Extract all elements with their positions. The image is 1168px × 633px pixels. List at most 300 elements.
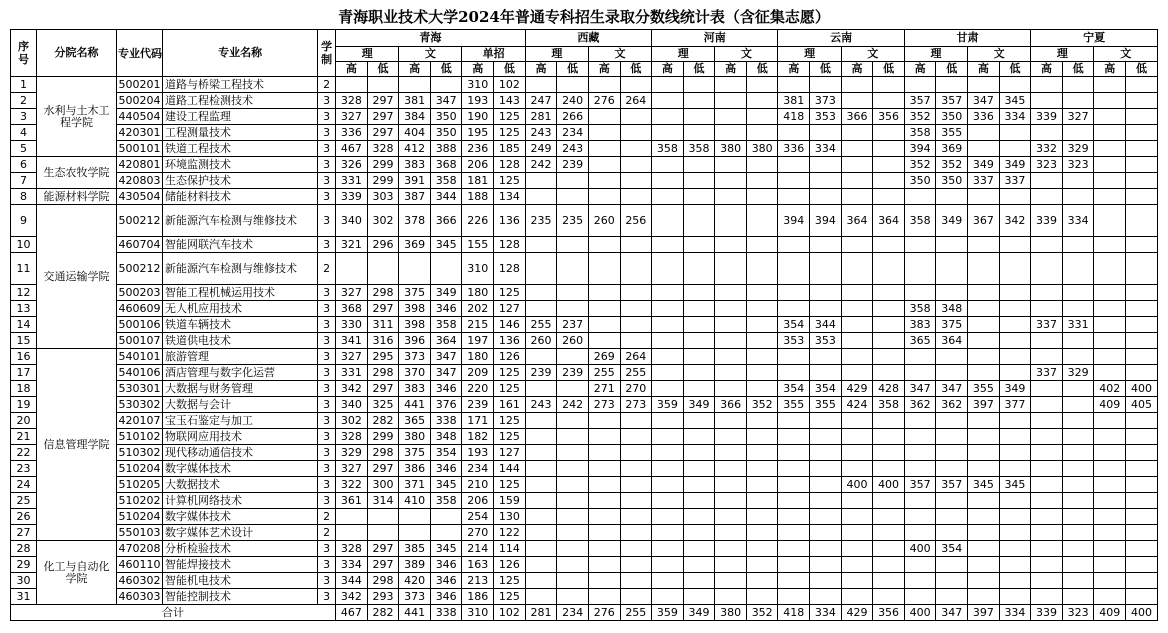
score-cell [1031,301,1063,317]
major-name: 新能源汽车检测与维修技术 [163,205,318,237]
score-cell: 327 [336,285,368,301]
major-name: 酒店管理与数字化运营 [163,365,318,381]
score-cell [1094,365,1126,381]
score-cell: 298 [367,445,399,461]
header-high: 高 [841,62,873,77]
score-cell [683,77,715,93]
score-cell: 380 [715,141,747,157]
score-cell [1031,397,1063,413]
score-cell [1126,125,1158,141]
table-row [11,237,1158,253]
score-cell [1126,301,1158,317]
score-cell [841,573,873,589]
score-cell: 310 [462,77,494,93]
header-years: 学制 [318,30,336,77]
score-cell: 345 [999,477,1031,493]
score-cell: 364 [936,333,968,349]
score-cell: 347 [904,381,936,397]
score-cell: 303 [367,189,399,205]
score-cell [778,461,810,477]
score-cell: 195 [462,125,494,141]
score-cell [715,253,747,285]
program-years: 3 [318,397,336,413]
score-cell: 269 [588,349,620,365]
total-score-cell: 429 [841,605,873,621]
score-cell [1031,589,1063,605]
score-cell [620,589,652,605]
score-cell: 180 [462,349,494,365]
score-cell [778,541,810,557]
score-cell [746,189,778,205]
major-code: 510204 [117,509,163,525]
table-row [11,429,1158,445]
score-cell: 400 [841,477,873,493]
table-row [11,317,1158,333]
row-seq: 18 [11,381,37,397]
score-cell [810,349,842,365]
score-cell: 297 [367,461,399,477]
score-cell [746,589,778,605]
score-cell [336,77,368,93]
score-cell: 331 [336,365,368,381]
row-seq: 7 [11,173,37,189]
score-cell [968,429,1000,445]
score-cell [1094,573,1126,589]
score-cell: 255 [588,365,620,381]
score-cell [1094,541,1126,557]
score-cell [968,141,1000,157]
program-years: 3 [318,317,336,333]
score-cell [1094,189,1126,205]
score-cell [1126,317,1158,333]
score-cell: 370 [399,365,431,381]
score-cell: 260 [588,205,620,237]
college-name: 信息管理学院 [37,349,117,541]
score-cell [1094,557,1126,573]
table-row [11,77,1158,93]
score-cell [968,237,1000,253]
total-score-cell: 255 [620,605,652,621]
header-wen: 文 [968,47,1031,62]
score-cell [588,125,620,141]
score-cell [936,189,968,205]
score-cell [652,333,684,349]
score-cell [999,445,1031,461]
score-cell: 337 [1031,317,1063,333]
score-cell [652,317,684,333]
score-cell [841,541,873,557]
score-cell: 347 [430,93,462,109]
score-cell: 358 [904,301,936,317]
score-cell [968,573,1000,589]
program-years: 3 [318,493,336,509]
score-cell [1062,477,1094,493]
score-cell [715,189,747,205]
score-cell: 325 [367,397,399,413]
table-row [11,477,1158,493]
score-cell [620,493,652,509]
score-cell: 349 [999,157,1031,173]
score-cell [904,429,936,445]
score-cell: 349 [999,381,1031,397]
score-cell [1062,125,1094,141]
score-cell: 213 [462,573,494,589]
score-cell [746,301,778,317]
score-cell [683,493,715,509]
score-cell [936,365,968,381]
score-cell [1062,573,1094,589]
score-cell [841,141,873,157]
score-cell: 125 [494,365,526,381]
score-cell [1126,573,1158,589]
score-cell [588,333,620,349]
score-cell [367,509,399,525]
program-years: 3 [318,573,336,589]
score-cell: 220 [462,381,494,397]
score-cell [1031,173,1063,189]
score-cell [620,541,652,557]
score-cell [873,493,905,509]
score-cell: 134 [494,189,526,205]
score-cell: 128 [494,253,526,285]
score-cell: 242 [525,157,557,173]
score-cell: 125 [494,285,526,301]
header-high: 高 [399,62,431,77]
score-cell: 255 [525,317,557,333]
score-cell [715,509,747,525]
score-cell [715,525,747,541]
score-cell [588,189,620,205]
score-cell [683,285,715,301]
score-cell: 354 [430,445,462,461]
score-cell: 337 [1031,365,1063,381]
major-code: 500107 [117,333,163,349]
score-cell [430,253,462,285]
major-name: 旅游管理 [163,349,318,365]
program-years: 3 [318,461,336,477]
score-cell [715,173,747,189]
major-code: 500106 [117,317,163,333]
score-cell: 239 [557,365,589,381]
score-cell [588,525,620,541]
score-cell [399,509,431,525]
major-name: 铁道供电技术 [163,333,318,349]
score-cell [936,429,968,445]
score-cell [620,461,652,477]
score-cell [557,445,589,461]
score-cell [557,189,589,205]
score-cell [810,173,842,189]
table-row [11,365,1158,381]
score-cell [999,333,1031,349]
major-name: 铁道车辆技术 [163,317,318,333]
score-cell: 346 [430,301,462,317]
score-cell: 125 [494,109,526,125]
score-cell: 243 [525,125,557,141]
header-low: 低 [1062,62,1094,77]
score-cell [841,413,873,429]
score-cell [999,365,1031,381]
program-years: 3 [318,333,336,349]
major-name: 大数据与会计 [163,397,318,413]
row-seq: 2 [11,93,37,109]
score-cell [1031,429,1063,445]
score-cell [841,77,873,93]
score-cell: 206 [462,493,494,509]
score-cell: 155 [462,237,494,253]
score-cell [557,541,589,557]
score-cell: 296 [367,237,399,253]
score-cell [841,429,873,445]
score-cell: 418 [778,109,810,125]
score-cell [841,509,873,525]
total-label: 合计 [11,605,336,621]
score-cell [999,189,1031,205]
row-seq: 6 [11,157,37,173]
score-cell: 316 [367,333,399,349]
score-cell: 344 [430,189,462,205]
score-cell [778,525,810,541]
score-cell [873,301,905,317]
score-cell [1126,365,1158,381]
score-cell [683,589,715,605]
score-cell [620,557,652,573]
score-cell [1126,493,1158,509]
header-low: 低 [367,62,399,77]
score-cell [999,525,1031,541]
score-cell [746,541,778,557]
score-cell [999,493,1031,509]
score-cell: 328 [367,141,399,157]
score-cell [1094,77,1126,93]
score-cell: 365 [904,333,936,349]
score-cell [778,77,810,93]
score-cell [1062,589,1094,605]
score-cell: 402 [1094,381,1126,397]
score-cell [588,173,620,189]
major-code: 470208 [117,541,163,557]
score-cell: 345 [999,93,1031,109]
score-cell [557,301,589,317]
total-score-cell: 282 [367,605,399,621]
major-code: 500212 [117,205,163,237]
score-cell [841,525,873,541]
score-cell: 385 [399,541,431,557]
table-row [11,413,1158,429]
score-cell [968,317,1000,333]
score-cell: 125 [494,589,526,605]
score-cell: 357 [904,477,936,493]
table-row [11,573,1158,589]
score-cell: 327 [1062,109,1094,125]
score-cell: 328 [336,541,368,557]
score-cell: 202 [462,301,494,317]
table-row [11,333,1158,349]
score-cell [557,589,589,605]
score-cell [715,301,747,317]
score-cell: 336 [778,141,810,157]
program-years: 3 [318,381,336,397]
score-cell: 159 [494,493,526,509]
score-cell [1031,557,1063,573]
program-years: 3 [318,157,336,173]
major-name: 智能焊接技术 [163,557,318,573]
score-cell [557,525,589,541]
score-cell [525,509,557,525]
score-cell [683,573,715,589]
score-cell [746,461,778,477]
row-seq: 25 [11,493,37,509]
header-row-provinces [11,30,1158,47]
score-cell [1094,317,1126,333]
score-cell [778,477,810,493]
score-cell: 368 [430,157,462,173]
score-cell [810,413,842,429]
total-score-cell: 276 [588,605,620,621]
total-score-cell: 418 [778,605,810,621]
score-cell [746,333,778,349]
score-cell: 188 [462,189,494,205]
score-cell [588,589,620,605]
score-cell [588,493,620,509]
score-cell [810,429,842,445]
major-code: 530301 [117,381,163,397]
score-cell: 386 [399,461,431,477]
program-years: 3 [318,285,336,301]
score-cell [999,461,1031,477]
score-cell [968,413,1000,429]
score-cell [620,109,652,125]
score-cell: 171 [462,413,494,429]
score-cell [968,525,1000,541]
header-high: 高 [588,62,620,77]
score-cell: 383 [904,317,936,333]
score-cell [1094,429,1126,445]
score-cell: 130 [494,509,526,525]
score-cell: 404 [399,125,431,141]
score-cell: 209 [462,365,494,381]
score-cell: 295 [367,349,399,365]
score-cell [588,301,620,317]
header-low: 低 [557,62,589,77]
score-cell: 354 [936,541,968,557]
score-cell: 357 [904,93,936,109]
score-cell: 364 [841,205,873,237]
score-cell [873,429,905,445]
score-cell: 371 [399,477,431,493]
score-cell [557,253,589,285]
score-cell: 362 [904,397,936,413]
score-cell: 373 [399,349,431,365]
major-name: 无人机应用技术 [163,301,318,317]
score-cell: 345 [430,477,462,493]
major-code: 500204 [117,93,163,109]
score-cell [999,429,1031,445]
score-cell: 383 [399,381,431,397]
score-cell: 327 [336,109,368,125]
score-cell [810,237,842,253]
college-name: 生态农牧学院 [37,157,117,189]
header-li: 理 [652,47,715,62]
score-cell: 297 [367,109,399,125]
score-cell [1126,445,1158,461]
score-cell [715,285,747,301]
header-major: 专业名称 [163,30,318,77]
total-score-cell: 338 [430,605,462,621]
score-cell [904,77,936,93]
score-cell [904,557,936,573]
score-cell [652,157,684,173]
score-cell [778,589,810,605]
score-cell [1126,93,1158,109]
score-cell: 350 [430,125,462,141]
score-cell: 346 [430,589,462,605]
score-cell: 293 [367,589,399,605]
score-cell [841,237,873,253]
score-cell: 298 [367,365,399,381]
score-cell [1094,525,1126,541]
score-cell: 235 [557,205,589,237]
score-cell: 348 [430,429,462,445]
score-cell: 322 [336,477,368,493]
score-cell: 358 [652,141,684,157]
score-cell: 186 [462,589,494,605]
score-cell [1031,285,1063,301]
score-cell [746,93,778,109]
score-cell: 128 [494,237,526,253]
score-cell [652,349,684,365]
score-cell: 163 [462,557,494,573]
score-cell [715,461,747,477]
score-cell: 281 [525,109,557,125]
score-cell [367,525,399,541]
score-cell [1094,141,1126,157]
score-cell [652,93,684,109]
header-xizang: 西藏 [525,30,651,47]
header-wen: 文 [841,47,904,62]
row-seq: 27 [11,525,37,541]
score-cell: 256 [620,205,652,237]
score-table [10,29,1158,621]
score-cell [336,253,368,285]
score-cell: 323 [1062,157,1094,173]
page-title: 青海职业技术大学2024年普通专科招生录取分数线统计表（含征集志愿） [338,8,830,26]
score-cell [1094,461,1126,477]
score-cell [746,109,778,125]
score-cell: 214 [462,541,494,557]
score-cell [588,285,620,301]
score-cell [683,445,715,461]
score-cell: 127 [494,301,526,317]
score-cell [999,541,1031,557]
header-danzhao: 单招 [462,47,525,62]
score-cell [557,477,589,493]
total-score-cell: 441 [399,605,431,621]
score-cell: 339 [1031,109,1063,125]
score-cell [999,253,1031,285]
score-cell [873,285,905,301]
score-cell [399,525,431,541]
score-cell [1126,189,1158,205]
row-seq: 30 [11,573,37,589]
score-cell: 146 [494,317,526,333]
score-cell [746,509,778,525]
score-cell [557,237,589,253]
score-cell: 136 [494,205,526,237]
score-cell [1094,173,1126,189]
score-cell [873,509,905,525]
table-row [11,205,1158,237]
